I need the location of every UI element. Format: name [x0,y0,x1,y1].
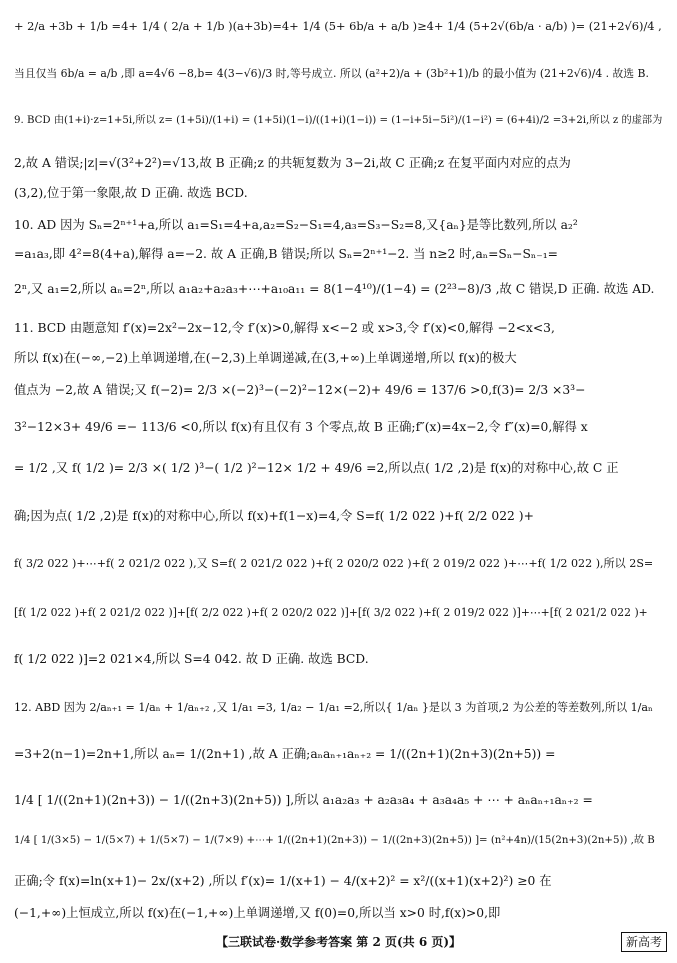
text-line: 所以 f(x)在(−∞,−2)上单调递增,在(−2,3)上单调递减,在(3,+∞)上单调递增,所以 f(x)的极大 [14,351,517,365]
page-footer: 【三联试卷·数学参考答案 第 2 页(共 6 页)】 [215,935,462,949]
text-line: f( 1/2 022 )]=2 021×4,所以 S=4 042. 故 D 正确. 故选 BCD. [14,652,369,666]
text-line: =3+2(n−1)=2n+1,所以 aₙ= 1/(2n+1) ,故 A 正确;aₙaₙ₊₁aₙ₊₂ = 1/((2n+1)(2n+3)(2n+5)) = [14,747,556,761]
text-line: [f( 1/2 022 )+f( 2 021/2 022 )]+[f( 2/2 022 )+f( 2 020/2 022 )]+[f( 3/2 022 )+f( 2 019/2 022 )]+⋯+[f( 2 021/2 022 )+ [14,606,648,619]
text-line: 9. BCD 由(1+i)·z=1+5i,所以 z= (1+5i)/(1+i) = (1+5i)(1−i)/((1+i)(1−i)) = (1−i+5i−5i²)/(1−i²) = (6+4i)/2 =3+2i,所以 z 的虚部为 [14,115,663,126]
text-line: = 1/2 ,又 f( 1/2 )= 2/3 ×( 1/2 )³−( 1/2 )²−12× 1/2 + 49/6 =2,所以点( 1/2 ,2)是 f(x)的对称中心,故 C 正 [14,461,619,475]
text-line: 1/4 [ 1/((2n+1)(2n+3)) − 1/((2n+3)(2n+5)) ],所以 a₁a₂a₃ + a₂a₃a₄ + a₃a₄a₅ + ⋯ + aₙaₙ₊₁aₙ₊₂ = [14,793,593,807]
text-line: 12. ABD 因为 2/aₙ₊₁ = 1/aₙ + 1/aₙ₊₂ ,又 1/a₁ =3, 1/a₂ − 1/a₁ =2,所以{ 1/aₙ }是以 3 为首项,2 为公差的等差数列,所以 1/aₙ [14,701,653,714]
text-line: + 2/a +3b + 1/b =4+ 1/4 ( 2/a + 1/b )(a+3b)=4+ 1/4 (5+ 6b/a + a/b )≥4+ 1/4 (5+2√(6b/a · a/b) )= (21+2√6)/4 , [14,19,662,33]
text-line: (3,2),位于第一象限,故 D 正确. 故选 BCD. [14,186,248,200]
text-line: 2ⁿ,又 a₁=2,所以 aₙ=2ⁿ,所以 a₁a₂+a₂a₃+⋯+a₁₀a₁₁ = 8(1−4¹⁰)/(1−4) = (2²³−8)/3 ,故 C 错误,D 正确. 故选 AD. [14,282,655,296]
text-line: 3²−12×3+ 49/6 =− 113/6 <0,所以 f(x)有且仅有 3 个零点,故 B 正确;f″(x)=4x−2,令 f″(x)=0,解得 x [14,420,588,434]
text-line: 11. BCD 由题意知 f′(x)=2x²−2x−12,令 f′(x)>0,解得 x<−2 或 x>3,令 f′(x)<0,解得 −2<x<3, [14,321,555,335]
text-line: 2,故 A 错误;|z|=√(3²+2²)=√13,故 B 正确;z 的共轭复数为 3−2i,故 C 正确;z 在复平面内对应的点为 [14,156,571,170]
text-line: =a₁a₃,即 4²=8(4+a),解得 a=−2. 故 A 正确,B 错误;所以 Sₙ=2ⁿ⁺¹−2. 当 n≥2 时,aₙ=Sₙ−Sₙ₋₁= [14,247,558,261]
text-line: 当且仅当 6b/a = a/b ,即 a=4√6 −8,b= 4(3−√6)/3 时,等号成立. 所以 (a²+2)/a + (3b²+1)/b 的最小值为 (21+2√6)/4 . 故选 B. [14,67,649,80]
text-line: 1/4 [ 1/(3×5) − 1/(5×7) + 1/(5×7) − 1/(7×9) +⋯+ 1/((2n+1)(2n+3)) − 1/((2n+3)(2n+5)) ]= (n²+4n)/(15(2n+3)(2n+5)) ,故 B [14,835,655,846]
text-line: 10. AD 因为 Sₙ=2ⁿ⁺¹+a,所以 a₁=S₁=4+a,a₂=S₂−S₁=4,a₃=S₃−S₂=8,又{aₙ}是等比数列,所以 a₂² [14,218,578,232]
edition-badge: 新高考 [621,932,667,952]
text-line: 正确;令 f(x)=ln(x+1)− 2x/(x+2) ,所以 f′(x)= 1/(x+1) − 4/(x+2)² = x²/((x+1)(x+2)²) ≥0 在 [14,874,552,888]
text-line: (−1,+∞)上恒成立,所以 f(x)在(−1,+∞)上单调递增,又 f(0)=0,所以当 x>0 时,f(x)>0,即 [14,906,501,920]
text-line: f( 3/2 022 )+⋯+f( 2 021/2 022 ),又 S=f( 2 021/2 022 )+f( 2 020/2 022 )+f( 2 019/2 022 )+⋯+f( 1/2 022 ),所以 2S= [14,557,654,570]
text-line: 值点为 −2,故 A 错误;又 f(−2)= 2/3 ×(−2)³−(−2)²−12×(−2)+ 49/6 = 137/6 >0,f(3)= 2/3 ×3³− [14,383,586,397]
text-line: 确;因为点( 1/2 ,2)是 f(x)的对称中心,所以 f(x)+f(1−x)=4,令 S=f( 1/2 022 )+f( 2/2 022 )+ [14,509,534,523]
